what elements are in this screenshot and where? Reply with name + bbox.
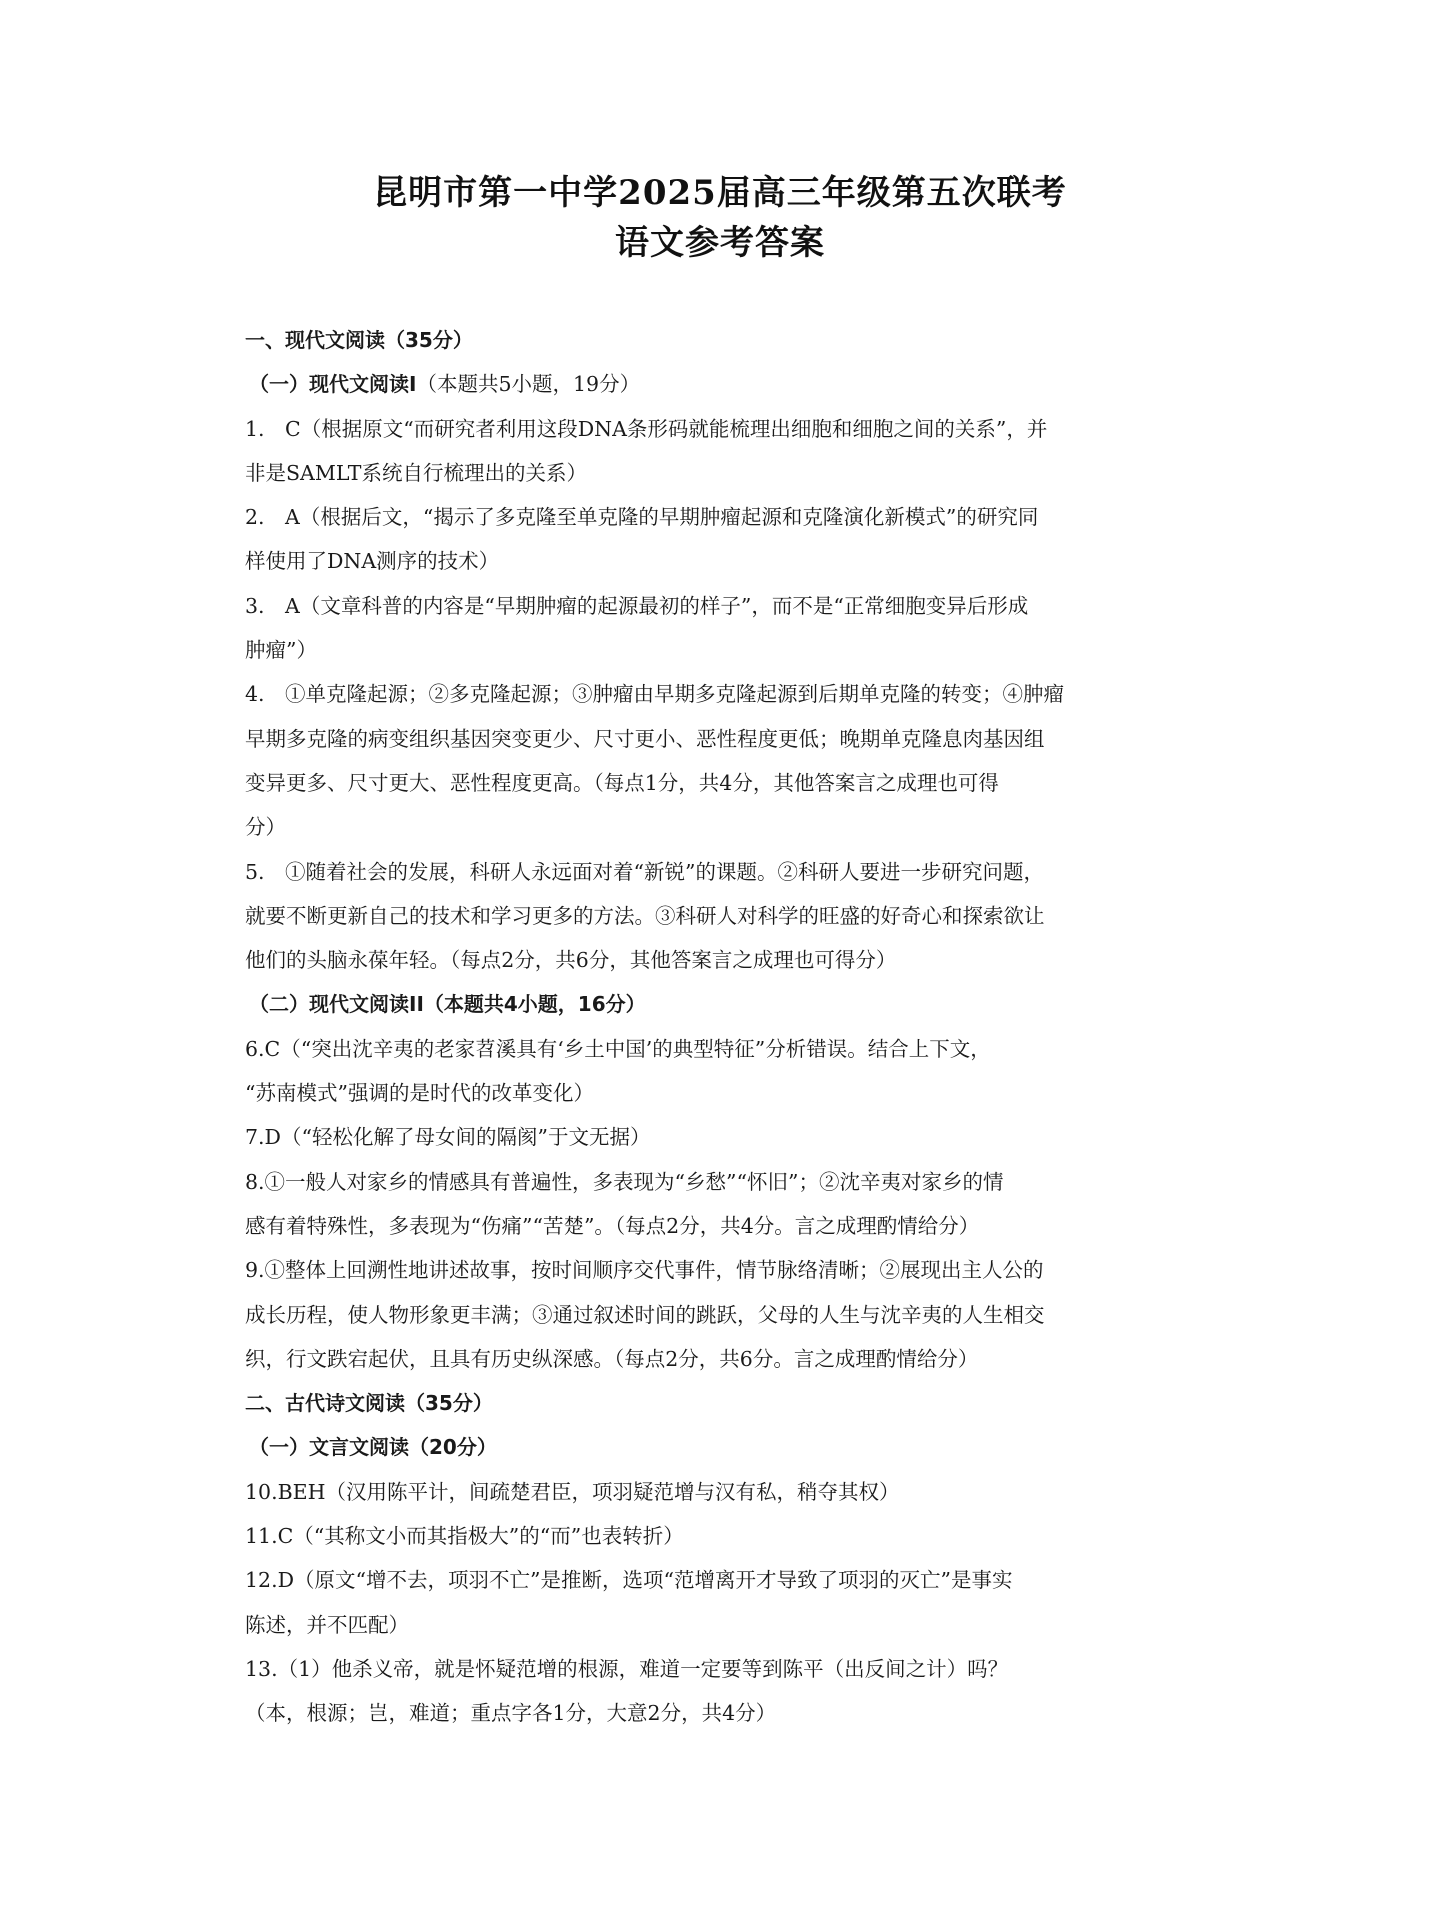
answer-line: 非是SAMLT系统自行梳理出的关系） [245,460,587,485]
answer-line: 样使用了DNA测序的技术） [245,549,500,574]
answer-line: 13.（1）他杀义帝，就是怀疑范增的根源，难道一定要等到陈平（出反间之计）吗？ [245,1656,1009,1681]
subsection-heading-classical-prose: （一）文言文阅读（20分） [249,1435,497,1460]
answer-line: 2. A（根据后文，“揭示了多克隆至单克隆的早期肿瘤起源和克隆演化新模式”的研究同 [245,505,1039,530]
answer-line: 11.C（“其称文小而其指极大”的“而”也表转折） [245,1524,684,1549]
answer-line: 10.BEH（汉用陈平计，间疏楚君臣，项羽疑范增与汉有私，稍夺其权） [245,1479,900,1504]
answer-line: 他们的头脑永葆年轻。（每点2分，共6分，其他答案言之成理也可得分） [245,948,897,973]
subsection-heading-modern-reading-2: （二）现代文阅读II（本题共4小题，16分） [249,992,646,1017]
subsection-heading-modern-reading-1 [245,362,1185,406]
answer-line: 9.①整体上回溯性地讲述故事，按时间顺序交代事件，情节脉络清晰；②展现出主人公的 [245,1258,1044,1283]
answer-line: 早期多克隆的病变组织基因突变更少、尺寸更小、恶性程度更低；晚期单克隆息肉基因组 [245,726,1045,751]
answer-line: 7.D（“轻松化解了母女间的隔阂”于文无据） [245,1125,651,1150]
section-heading-modern-reading: 一、现代文阅读（35分） [245,328,473,352]
answer-line: 成长历程，使人物形象更丰满；③通过叙述时间的跳跃，父母的人生与沈辛夷的人生相交 [245,1302,1045,1327]
answer-line: 织，行文跌宕起伏，且具有历史纵深感。（每点2分，共6分。言之成理酌情给分） [245,1346,979,1371]
answer-line: 分） [245,815,286,840]
answer-content [245,318,1185,1736]
section-heading-classical-reading: 二、古代诗文阅读（35分） [245,1391,493,1416]
document-title: 昆明市第一中学2025届高三年级第五次联考 [373,173,1067,213]
document-subtitle: 语文参考答案 [615,223,825,263]
answer-line: 变异更多、尺寸更大、恶性程度更高。（每点1分，共4分，其他答案言之成理也可得 [245,770,999,795]
subsection-heading-note: （本题共5小题，19分） [416,372,641,397]
answer-line: 3. A（文章科普的内容是“早期肿瘤的起源最初的样子”，而不是“正常细胞变异后形成 [245,593,1029,618]
answer-line: 8.①一般人对家乡的情感具有普遍性，多表现为“乡愁”“怀旧”；②沈辛夷对家乡的情 [245,1169,1004,1194]
answer-line: 6.C（“突出沈辛夷的老家苕溪具有‘乡土中国’的典型特征”分析错误。结合上下文， [245,1036,991,1061]
answer-line: （本，根源；岂，难道；重点字各1分，大意2分，共4分） [245,1701,777,1726]
answer-line: 5. ①随着社会的发展，科研人永远面对着“新锐”的课题。②科研人要进一步研究问题， [245,859,1045,884]
answer-line: 4. ①单克隆起源；②多克隆起源；③肿瘤由早期多克隆起源到后期单克隆的转变；④肿瘤 [245,682,1065,707]
answer-line: 12.D（原文“增不去，项羽不亡”是推断，选项“范增离开才导致了项羽的灭亡”是事实 [245,1568,1013,1593]
subsection-heading-bold: （一）现代文阅读Ⅰ [249,372,417,397]
answer-line: 陈述，并不匹配） [245,1612,409,1637]
answer-line: “苏南模式”强调的是时代的改革变化） [245,1081,594,1106]
answer-line: 肿瘤”） [245,638,317,663]
answer-line: 1. C（根据原文“而研究者利用这段DNA条形码就能梳理出细胞和细胞之间的关系”，并 [245,416,1048,441]
answer-line: 就要不断更新自己的技术和学习更多的方法。③科研人对科学的旺盛的好奇心和探索欲让 [245,903,1045,928]
answer-line: 感有着特殊性，多表现为“伤痛”“苦楚”。（每点2分，共4分。言之成理酌情给分） [245,1213,980,1238]
